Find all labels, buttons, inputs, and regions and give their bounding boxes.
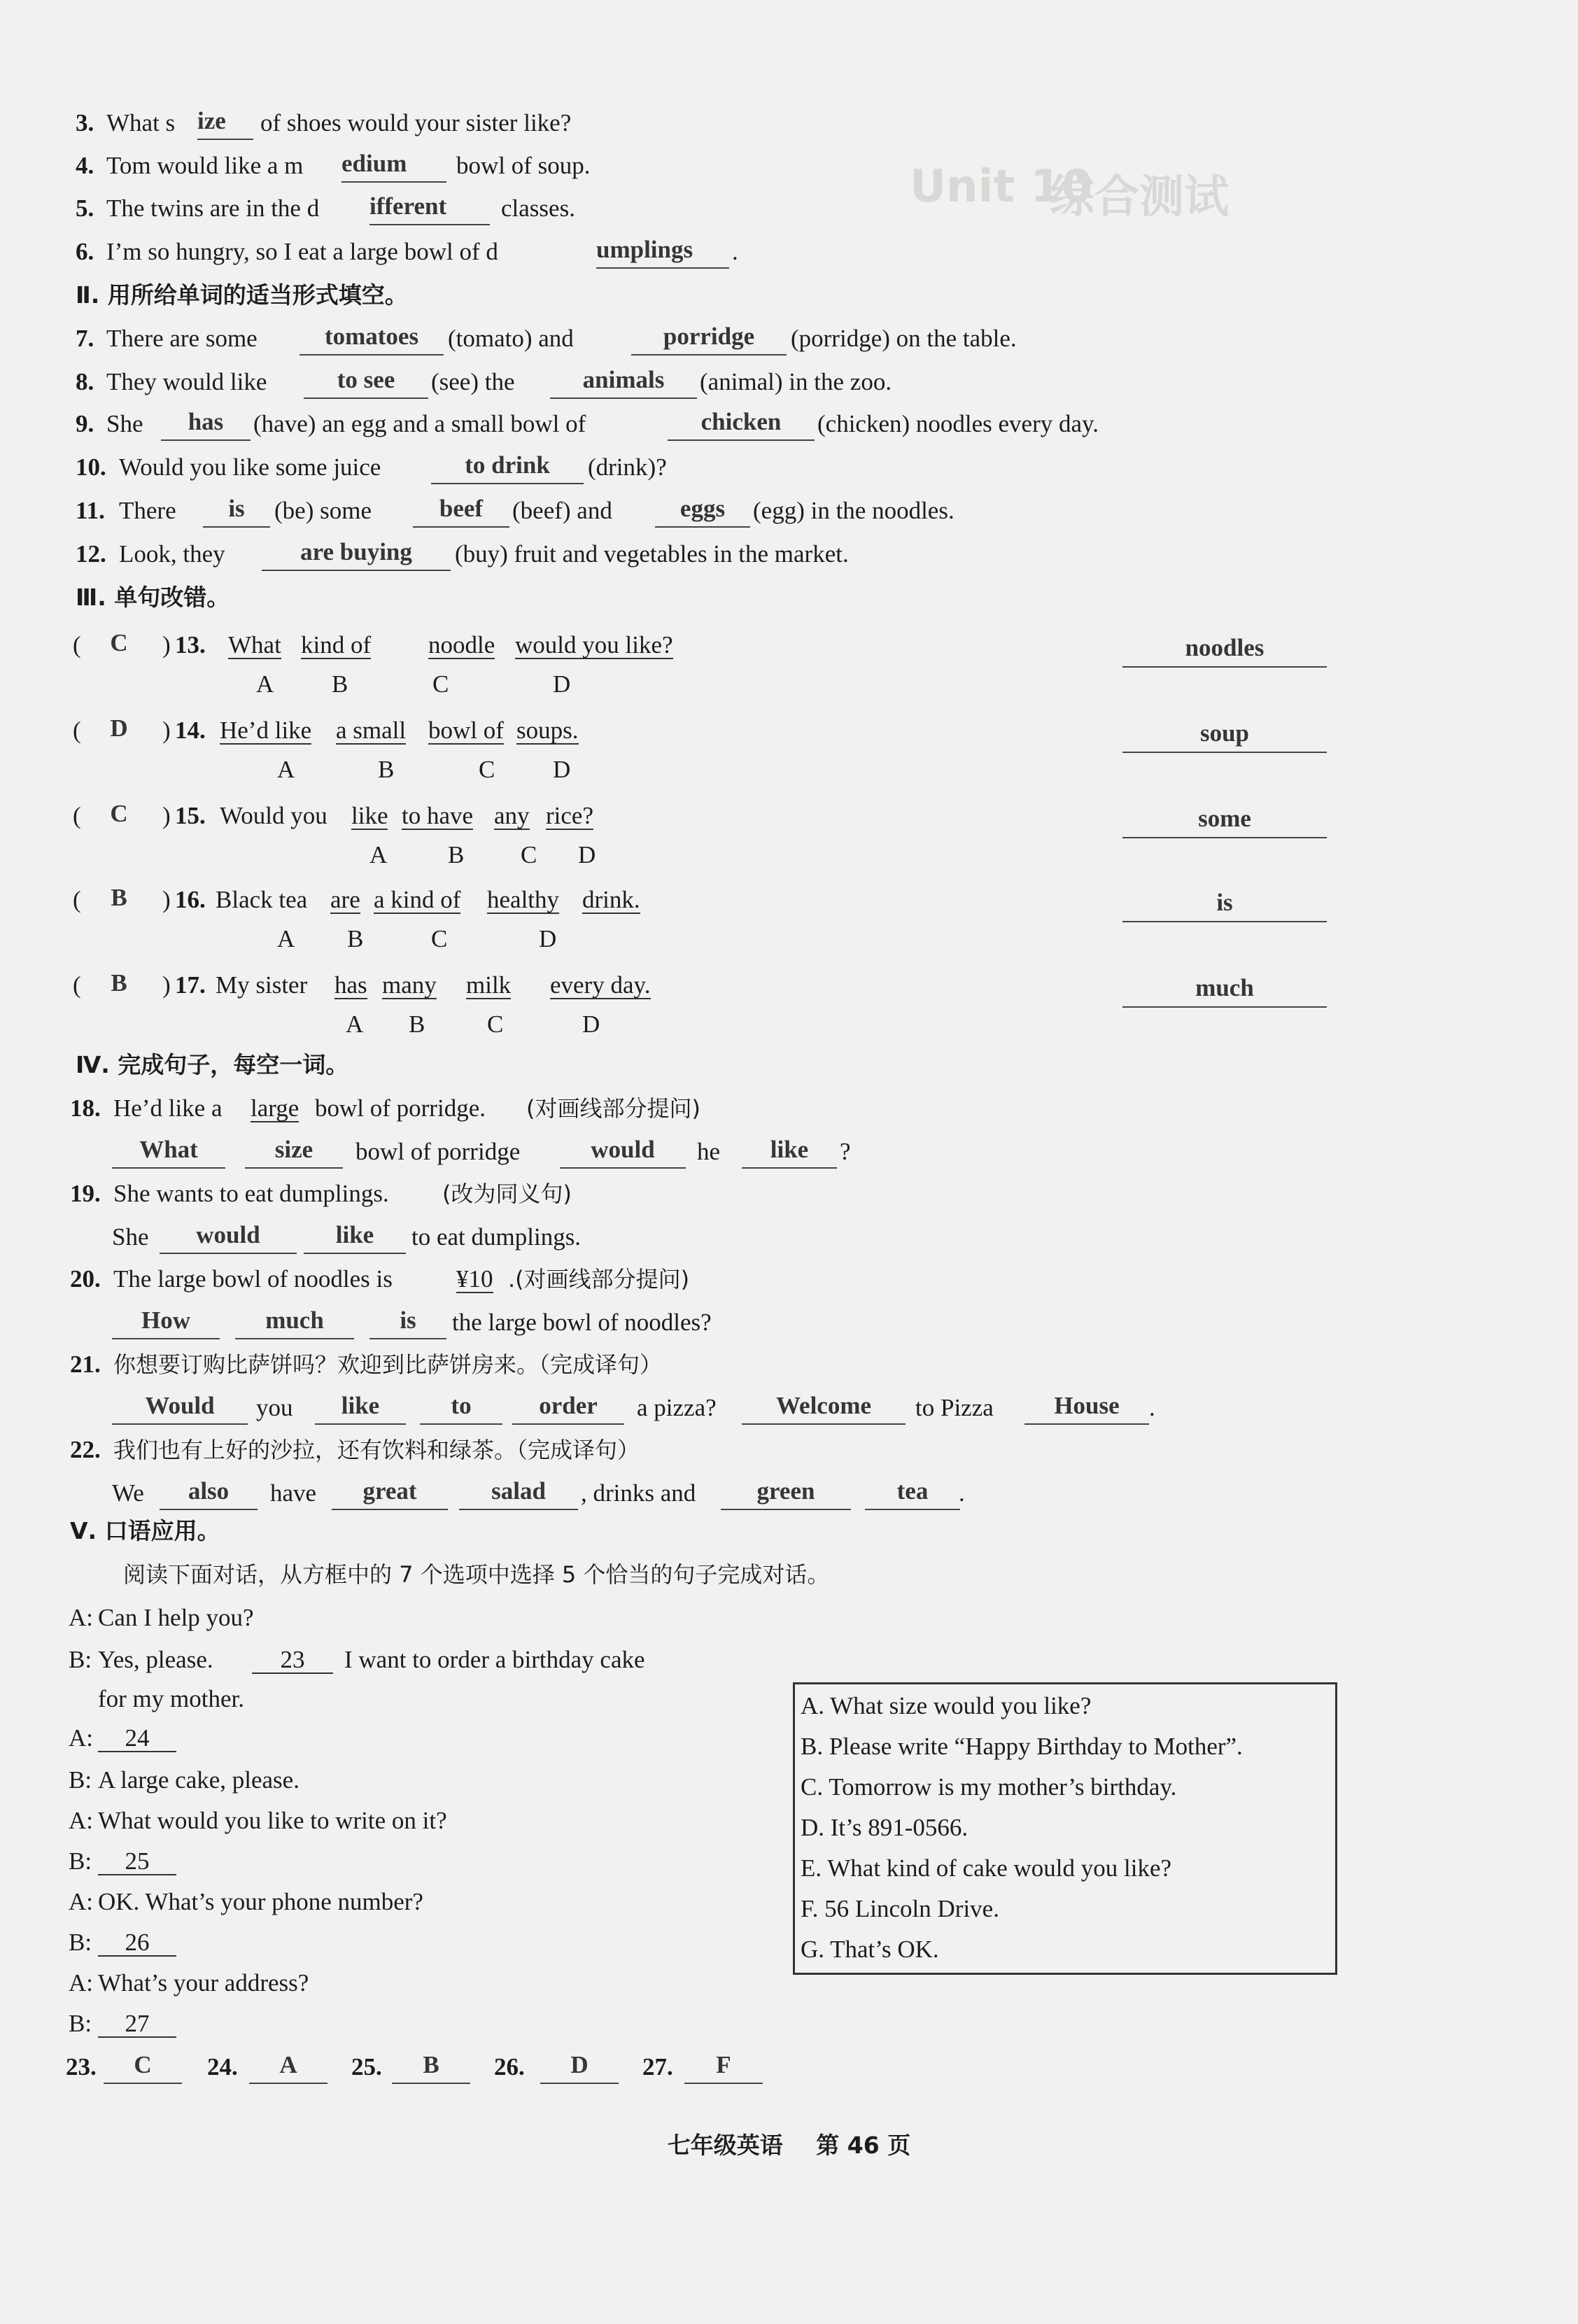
speaker: A: bbox=[69, 1604, 93, 1631]
open-paren: ( bbox=[73, 886, 81, 913]
option-letter: A bbox=[346, 1010, 364, 1038]
dialog-line bbox=[0, 1839, 1578, 1884]
error-row-14 bbox=[0, 708, 1578, 753]
error-choice: C bbox=[110, 629, 128, 656]
correction-14: soup bbox=[1122, 717, 1327, 753]
speaker: B: bbox=[69, 2010, 92, 2037]
open-paren: ( bbox=[73, 971, 81, 999]
error-choice: B bbox=[111, 884, 127, 911]
answer-21a: Would bbox=[112, 1390, 248, 1425]
speaker: B: bbox=[69, 1766, 92, 1794]
sentence-part: My sister bbox=[216, 971, 308, 999]
q10: 10. Would you like some juice to drink (drink)? bbox=[0, 445, 1578, 490]
sentence-part: like bbox=[351, 794, 388, 830]
q7: 7. There are some tomatoes (tomato) and porridge (porridge) on the table. bbox=[0, 316, 1578, 361]
final-answer: C bbox=[104, 2049, 182, 2084]
sentence-part: every day. bbox=[550, 963, 651, 999]
option-letter: B bbox=[409, 1010, 425, 1038]
watermark-title: 综合测试 bbox=[1050, 171, 1229, 223]
dialog-text: What’s your address? bbox=[98, 1969, 309, 1996]
dialog-blank: 25 bbox=[98, 1839, 176, 1875]
option-e: E. What kind of cake would you like? bbox=[801, 1854, 1172, 1882]
sentence-part: bowl of bbox=[428, 708, 504, 745]
answer-11c: eggs bbox=[655, 493, 750, 528]
sentence-part: to have bbox=[402, 794, 473, 830]
error-choice: C bbox=[110, 800, 128, 827]
final-number: 24. bbox=[207, 2053, 238, 2080]
option-letter: C bbox=[479, 756, 495, 783]
answer-4: edium bbox=[341, 148, 446, 183]
error-letters-16 bbox=[0, 917, 1578, 962]
section-3-heading: Ⅲ. 单句改错。 bbox=[76, 584, 230, 611]
dialog-line bbox=[0, 1716, 1578, 1761]
error-row-16 bbox=[0, 878, 1578, 922]
question-number: 17. bbox=[175, 971, 206, 999]
dialog-line bbox=[0, 1677, 1578, 1721]
answer-19a: would bbox=[160, 1219, 297, 1254]
dialog-line bbox=[0, 1920, 1578, 1965]
q19-prompt: 19. She wants to eat dumplings. (改为同义句) bbox=[70, 1180, 572, 1207]
answer-21f: House bbox=[1024, 1390, 1149, 1425]
option-a: A. What size would you like? bbox=[801, 1692, 1092, 1719]
sentence-part: has bbox=[334, 963, 367, 999]
option-letter: C bbox=[432, 670, 449, 698]
q11: 11. There is (be) some beef (beef) and eggs (egg) in the noodles. bbox=[0, 488, 1578, 533]
book-title: 七年级英语 bbox=[667, 2132, 783, 2159]
sentence-part: would you like? bbox=[515, 623, 673, 659]
error-letters-17 bbox=[0, 1002, 1578, 1047]
sentence-part: noodle bbox=[428, 623, 495, 659]
sentence-part: any bbox=[494, 794, 530, 830]
answer-21e: Welcome bbox=[742, 1390, 906, 1425]
answer-21d: order bbox=[512, 1390, 624, 1425]
sentence-part: a small bbox=[336, 708, 406, 745]
section-4-heading: Ⅳ. 完成句子，每空一词。 bbox=[76, 1051, 349, 1078]
error-row-13 bbox=[0, 623, 1578, 668]
answer-9b: chicken bbox=[668, 406, 815, 441]
question-number: 16. bbox=[175, 886, 206, 913]
dialog-line bbox=[0, 2001, 1578, 2046]
sentence-part: healthy bbox=[487, 878, 559, 914]
answer-7a: tomatoes bbox=[300, 321, 444, 355]
correction-16: is bbox=[1122, 886, 1327, 922]
error-choice: B bbox=[111, 969, 127, 996]
answer-12: are buying bbox=[262, 536, 451, 571]
answer-21b: like bbox=[315, 1390, 406, 1425]
close-paren: ) bbox=[162, 886, 171, 913]
option-letter: D bbox=[582, 1010, 600, 1038]
error-row-17 bbox=[0, 963, 1578, 1008]
answer-21c: to bbox=[420, 1390, 502, 1425]
q12: 12. Look, they are buying (buy) fruit and vegetables in the market. bbox=[0, 532, 1578, 577]
error-letters-14 bbox=[0, 747, 1578, 792]
option-letter: D bbox=[539, 925, 557, 952]
speaker: B: bbox=[69, 1646, 92, 1673]
answer-18a: What bbox=[112, 1134, 225, 1169]
q21-prompt: 21. 你想要订购比萨饼吗？欢迎到比萨饼房来。（完成译句） bbox=[70, 1351, 663, 1378]
final-number: 25. bbox=[351, 2053, 382, 2080]
correction-13: noodles bbox=[1122, 631, 1327, 668]
answer-10: to drink bbox=[431, 449, 584, 484]
question-number: 14. bbox=[175, 717, 206, 744]
sentence-part: are bbox=[330, 878, 360, 914]
q22-answer: We also have great salad , drinks and green tea . bbox=[0, 1471, 1578, 1516]
sentence-part: What bbox=[228, 623, 281, 659]
answer-8a: to see bbox=[304, 364, 428, 399]
dialog-text: A large cake, please. bbox=[98, 1766, 300, 1794]
dialog-line bbox=[0, 1961, 1578, 2006]
dialog-line bbox=[0, 1880, 1578, 1924]
sentence-part: Black tea bbox=[216, 886, 308, 913]
answer-18d: like bbox=[742, 1134, 837, 1169]
dialog-text: Yes, please. bbox=[98, 1646, 213, 1673]
option-letter: A bbox=[369, 841, 388, 868]
dialog-line bbox=[0, 1758, 1578, 1803]
option-letter: B bbox=[448, 841, 465, 868]
answer-20b: much bbox=[235, 1304, 354, 1339]
sentence-part: He’d like bbox=[220, 708, 311, 745]
q6: 6. I’m so hungry, so I eat a large bowl of d umplings . bbox=[0, 230, 1578, 274]
open-paren: ( bbox=[73, 631, 81, 659]
options-box bbox=[793, 1682, 1337, 1975]
q20-prompt: 20. The large bowl of noodles is ¥10 .(对画线部分提问) bbox=[0, 1257, 1578, 1302]
answer-22d: green bbox=[721, 1475, 851, 1510]
q20-answer: How much is the large bowl of noodles? bbox=[0, 1300, 1578, 1345]
close-paren: ) bbox=[162, 802, 171, 829]
answer-9a: has bbox=[161, 406, 251, 441]
sentence-part: Would you bbox=[220, 802, 327, 829]
option-letter: A bbox=[277, 925, 295, 952]
sentence-part: milk bbox=[466, 963, 511, 999]
q4: 4. Tom would like a m edium bowl of soup. bbox=[0, 143, 1578, 188]
error-letters-15 bbox=[0, 833, 1578, 878]
dialog-text: for my mother. bbox=[98, 1685, 244, 1712]
final-number: 26. bbox=[494, 2053, 525, 2080]
answer-22e: tea bbox=[865, 1475, 960, 1510]
speaker: A: bbox=[69, 1807, 93, 1834]
q22-prompt: 22. 我们也有上好的沙拉，还有饮料和绿茶。（完成译句） bbox=[70, 1436, 640, 1463]
dialog-line bbox=[0, 1596, 1578, 1640]
page-footer bbox=[0, 2125, 1578, 2167]
option-letter: B bbox=[332, 670, 348, 698]
sentence-part: rice? bbox=[546, 794, 593, 830]
watermark-unit: Unit 10 bbox=[910, 161, 1093, 213]
answer-22a: also bbox=[160, 1475, 258, 1510]
dialog-line bbox=[0, 1638, 1578, 1682]
answer-18b: size bbox=[245, 1134, 343, 1169]
answer-11b: beef bbox=[413, 493, 509, 528]
correction-15: some bbox=[1122, 802, 1327, 838]
final-answer: F bbox=[684, 2049, 763, 2084]
option-letter: C bbox=[431, 925, 448, 952]
sentence-part: kind of bbox=[301, 623, 371, 659]
option-b: B. Please write “Happy Birthday to Mother”. bbox=[801, 1733, 1243, 1760]
final-answer: A bbox=[249, 2049, 327, 2084]
dialog-text: Can I help you? bbox=[98, 1604, 254, 1631]
option-letter: B bbox=[378, 756, 395, 783]
answer-22c: salad bbox=[459, 1475, 578, 1510]
error-letters-13 bbox=[0, 662, 1578, 707]
answer-11a: is bbox=[203, 493, 270, 528]
dialog-text: OK. What’s your phone number? bbox=[98, 1888, 423, 1915]
option-letter: A bbox=[277, 756, 295, 783]
answer-8b: animals bbox=[550, 364, 697, 399]
q3: 3. What s ize of shoes would your sister like? bbox=[0, 101, 1578, 146]
q9: 9. She has (have) an egg and a small bowl of chicken (chicken) noodles every day. bbox=[0, 402, 1578, 446]
correction-17: much bbox=[1122, 971, 1327, 1008]
open-paren: ( bbox=[73, 802, 81, 829]
final-number: 27. bbox=[642, 2053, 673, 2080]
answer-20c: is bbox=[369, 1304, 446, 1339]
answer-5: ifferent bbox=[369, 190, 490, 225]
page-number: 第 46 页 bbox=[816, 2132, 911, 2159]
final-number: 23. bbox=[66, 2053, 97, 2080]
speaker: B: bbox=[69, 1847, 92, 1875]
sentence-part: a kind of bbox=[374, 878, 460, 914]
section-5-heading: Ⅴ. 口语应用。 bbox=[70, 1517, 220, 1544]
speaker: A: bbox=[69, 1888, 93, 1915]
section-5-instruction: 阅读下面对话，从方框中的 7 个选项中选择 5 个恰当的句子完成对话。 bbox=[123, 1561, 830, 1588]
dialog-text: I want to order a birthday cake bbox=[344, 1646, 645, 1673]
final-answer: D bbox=[540, 2049, 619, 2084]
option-d: D. It’s 891-0566. bbox=[801, 1814, 968, 1841]
q21-answer: Would you like to order a pizza? Welcome to Pizza House . bbox=[0, 1386, 1578, 1430]
close-paren: ) bbox=[162, 971, 171, 999]
option-letter: D bbox=[553, 756, 571, 783]
final-answer: B bbox=[392, 2049, 470, 2084]
question-number: 13. bbox=[175, 631, 206, 659]
option-letter: C bbox=[521, 841, 537, 868]
dialog-blank: 24 bbox=[98, 1716, 176, 1752]
close-paren: ) bbox=[162, 631, 171, 659]
final-answer-row bbox=[0, 2045, 1578, 2090]
speaker: A: bbox=[69, 1724, 93, 1752]
answer-22b: great bbox=[332, 1475, 448, 1510]
q18-answer: What size bowl of porridge would he like ? bbox=[0, 1129, 1578, 1174]
close-paren: ) bbox=[162, 717, 171, 744]
section-2-heading: Ⅱ. 用所给单词的适当形式填空。 bbox=[76, 281, 408, 309]
q18-prompt: 18. He’d like a large bowl of porridge. (对画线部分提问) bbox=[0, 1086, 1578, 1131]
speaker: B: bbox=[69, 1929, 92, 1956]
dialog-blank: 23 bbox=[252, 1638, 333, 1674]
option-g: G. That’s OK. bbox=[801, 1936, 939, 1963]
q8: 8. They would like to see (see) the animals (animal) in the zoo. bbox=[0, 360, 1578, 404]
error-choice: D bbox=[110, 714, 128, 742]
q19-answer: She would like to eat dumplings. bbox=[0, 1215, 1578, 1260]
speaker: A: bbox=[69, 1969, 93, 1996]
answer-7b: porridge bbox=[631, 321, 787, 355]
answer-3: ize bbox=[197, 105, 253, 140]
dialog-text: What would you like to write on it? bbox=[98, 1807, 447, 1834]
option-letter: B bbox=[347, 925, 364, 952]
option-c: C. Tomorrow is my mother’s birthday. bbox=[801, 1773, 1177, 1801]
question-number: 15. bbox=[175, 802, 206, 829]
dialog-blank: 26 bbox=[98, 1920, 176, 1957]
answer-19b: like bbox=[304, 1219, 406, 1254]
option-f: F. 56 Lincoln Drive. bbox=[801, 1895, 999, 1922]
sentence-part: soups. bbox=[516, 708, 579, 745]
sentence-part: many bbox=[382, 963, 437, 999]
error-row-15 bbox=[0, 794, 1578, 838]
answer-18c: would bbox=[560, 1134, 686, 1169]
dialog-blank: 27 bbox=[98, 2001, 176, 2038]
answer-6: umplings bbox=[596, 234, 729, 269]
sentence-part: drink. bbox=[582, 878, 640, 914]
dialog-line bbox=[0, 1798, 1578, 1843]
q5: 5. The twins are in the d ifferent classes. bbox=[0, 186, 1578, 231]
option-letter: D bbox=[578, 841, 596, 868]
open-paren: ( bbox=[73, 717, 81, 744]
answer-20a: How bbox=[112, 1304, 220, 1339]
option-letter: D bbox=[553, 670, 571, 698]
option-letter: A bbox=[256, 670, 274, 698]
option-letter: C bbox=[487, 1010, 504, 1038]
